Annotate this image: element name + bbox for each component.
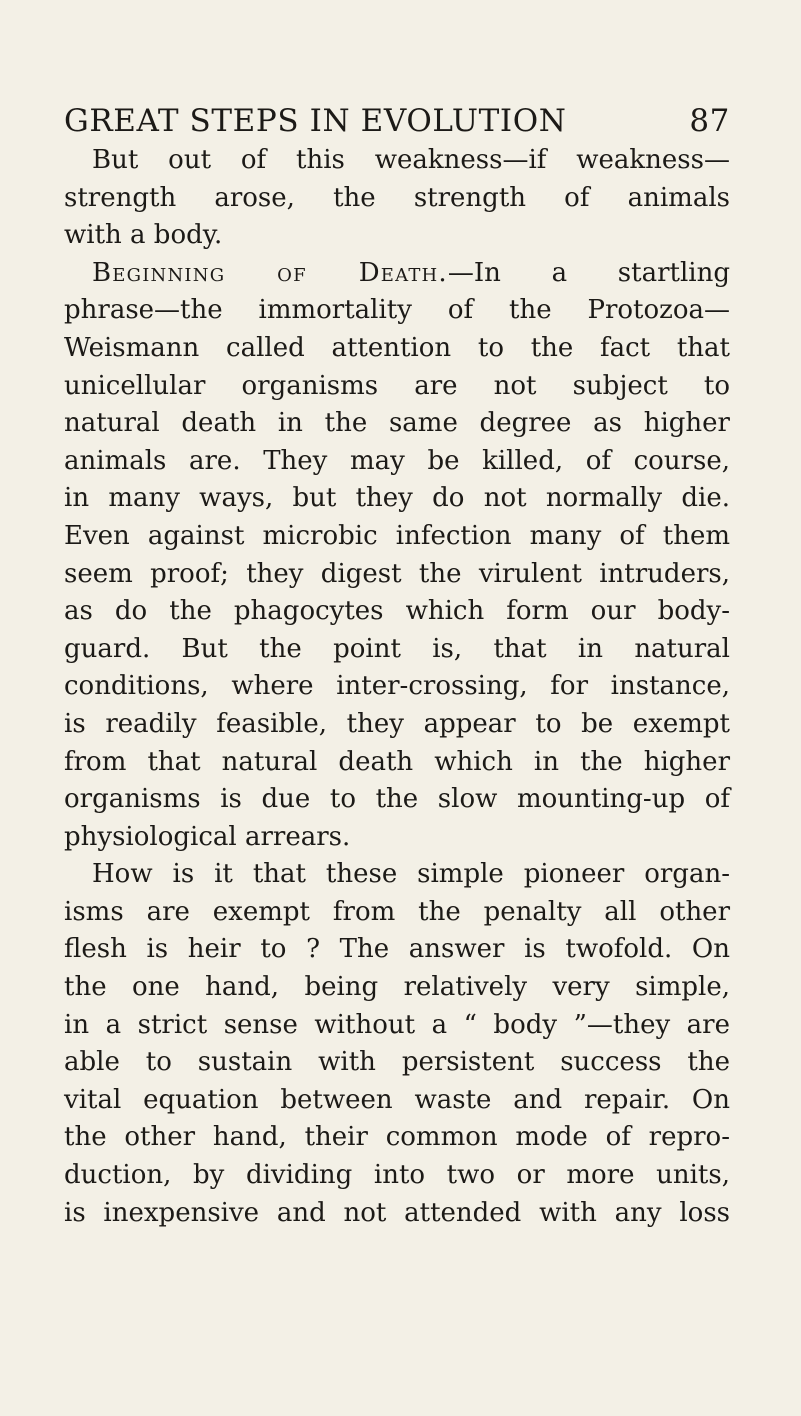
text-line: able to sustain with persistent success the (64, 1047, 730, 1078)
text-line: Even against microbic infection many of them (64, 520, 730, 551)
text-line: phrase—the immortality of the Protozoa— (64, 295, 730, 326)
text-line: as do the phagocytes which form our body- (64, 596, 730, 627)
section-heading: Beginning of Death. (92, 257, 448, 288)
text-line: physiological arrears. (64, 821, 351, 852)
text-line: from that natural death which in the higher (64, 746, 730, 777)
text-line: Weismann called attention to the fact that (64, 332, 730, 363)
text-line: isms are exempt from the penalty all other (64, 896, 730, 927)
running-head (64, 98, 730, 144)
body-text (64, 142, 730, 1232)
text-line: the other hand, their common mode of repro- (64, 1122, 730, 1153)
text-line: duction, by dividing into two or more units, (64, 1160, 730, 1191)
page-number: 87 (689, 103, 730, 139)
text-line: natural death in the same degree as higher (64, 408, 730, 439)
text-line (64, 255, 730, 293)
text-line: vital equation between waste and repair. On (64, 1084, 730, 1115)
text-line: How is it that these simple pioneer organ- (92, 859, 730, 890)
text-line: is readily feasible, they appear to be exempt (64, 708, 730, 739)
text-line: flesh is heir to ? The answer is twofold. On (64, 934, 730, 965)
text-line: guard. But the point is, that in natural (64, 633, 730, 664)
text-line: strength arose, the strength of animals (64, 182, 730, 213)
text-line: organisms is due to the slow mounting-up of (64, 784, 730, 815)
text-line: with a body. (64, 220, 223, 251)
text-line: animals are. They may be killed, of course, (64, 445, 730, 476)
text-line-continuation: —In a startling (447, 257, 730, 288)
text-line: in many ways, but they do not normally die. (64, 483, 730, 514)
text-line: conditions, where inter-crossing, for instance, (64, 671, 730, 702)
text-line: seem proof; they digest the virulent intruders, (64, 558, 730, 589)
chapter-title: GREAT STEPS IN EVOLUTION (64, 103, 567, 139)
text-line: is inexpensive and not attended with any loss (64, 1197, 730, 1228)
text-line: the one hand, being relatively very simple, (64, 972, 730, 1003)
text-line: in a strict sense without a “ body ”—they are (64, 1009, 730, 1040)
text-line: unicellular organisms are not subject to (64, 370, 730, 401)
text-line: But out of this weakness—if weakness— (92, 145, 730, 175)
